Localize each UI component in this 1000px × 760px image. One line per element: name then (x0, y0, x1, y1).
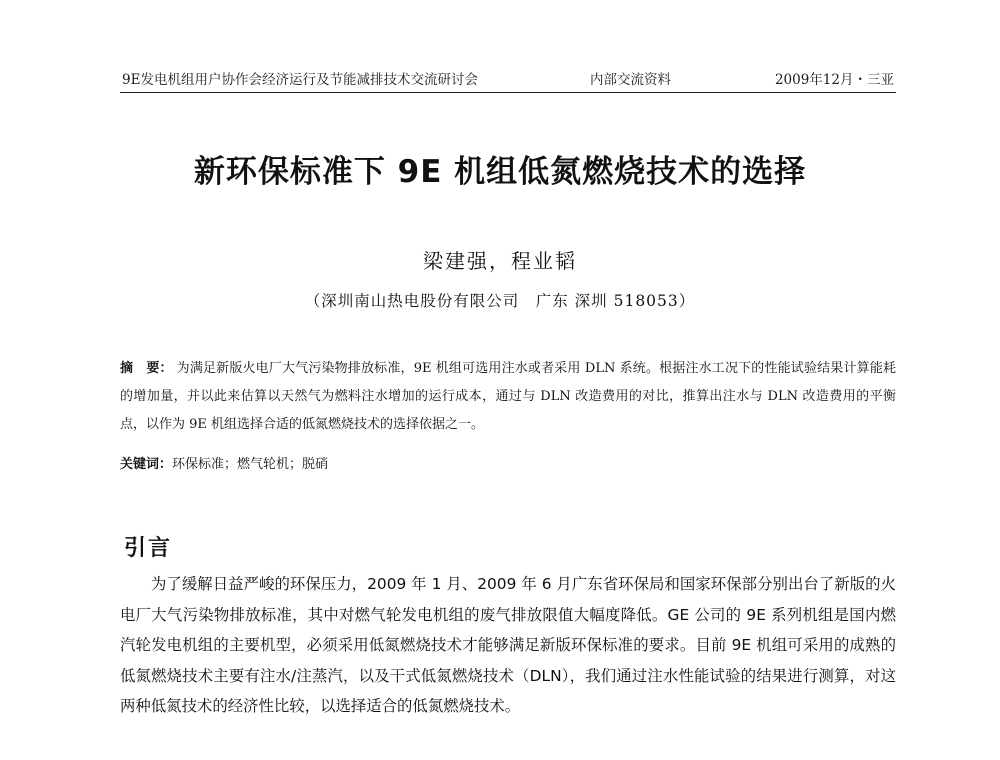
abstract-text: 为满足新版火电厂大气污染物排放标准，9E 机组可选用注水或者采用 DLN 系统。根据注水工况下的性能试验结果计算能耗的增加量，并以此来估算以天然气为燃料注水增加的运行成本，通过与 DLN 改造费用的对比，推算出注水与 DLN 改造费用的平衡点，以作为 9E 机组选择合适的低氮燃烧技术的选择依据之一。 (120, 361, 896, 432)
section-heading-introduction: 引言 (124, 536, 173, 561)
paper-authors: 梁建强，程业韬 (423, 249, 577, 273)
keywords-text: 环保标准；燃气轮机；脱硝 (172, 457, 329, 472)
intro-paragraph: 为了缓解日益严峻的环保压力，2009 年 1 月、2009 年 6 月广东省环保局和国家环保部分别出台了新版的火电厂大气污染物排放标准，其中对燃气轮发电机组的废气排放限值大幅度降低。GE 公司的 9E 系列机组是国内燃汽轮发电机组的主要机型，必须采用低氮燃烧技术才能够满足新版环保标准的要求。目前 9E 机组可采用的成熟的低氮燃烧技术主要有注水/注蒸汽，以及干式低氮燃烧技术（DLN），我们通过注水性能试验的结果进行测算，对这两种低氮技术的经济性比较，以选择适合的低氮燃烧技术。 (120, 575, 896, 715)
header-label: 内部交流资料 (590, 72, 671, 88)
header-rule (120, 92, 896, 93)
running-header (120, 66, 896, 92)
header-conference: 9E发电机组用户协作会经济运行及节能减排技术交流研讨会 (122, 72, 478, 88)
paper-title: 新环保标准下 9E 机组低氮燃烧技术的选择 (193, 154, 807, 190)
keywords (120, 453, 896, 477)
paper-affiliation: （深圳南山热电股份有限公司 广东 深圳 518053） (304, 292, 696, 310)
keywords-label: 关键词： (120, 457, 173, 472)
abstract (120, 355, 896, 439)
header-date: 2009年12月・三亚 (774, 72, 894, 88)
abstract-label: 摘 要： (120, 361, 173, 376)
